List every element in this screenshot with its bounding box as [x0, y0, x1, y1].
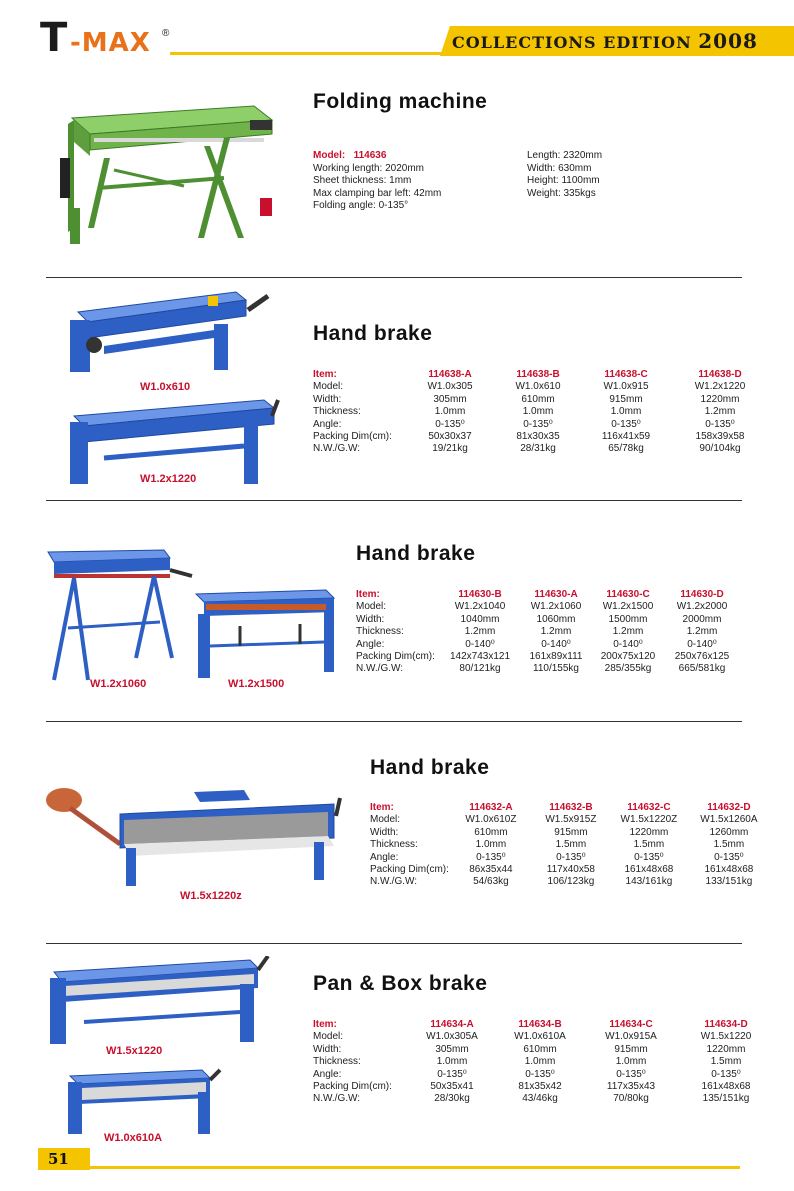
spec-row	[370, 814, 769, 826]
hand-brake-caption-1: W1.0x610	[140, 381, 191, 393]
spec-value: 1260mm	[709, 826, 749, 838]
spec-value: 161x48x68	[624, 864, 674, 876]
pan-box-caption-2: W1.0x610A	[104, 1132, 163, 1144]
spec-value: 0-135⁰	[711, 1068, 741, 1080]
pan-box-brake-large-image	[44, 956, 274, 1046]
spec-value: 1.5mm	[713, 839, 745, 851]
pan-box-spec-table	[313, 1019, 773, 1106]
spec-label: Width:	[313, 393, 342, 405]
spec-value: 250x76x125	[674, 651, 730, 663]
spec-value: 80/121kg	[459, 663, 501, 675]
logo-initial: T	[40, 15, 68, 61]
spec-value: 114634-A	[430, 1019, 474, 1030]
spec-value: W1.0x610A	[514, 1031, 566, 1043]
spec-label: N.W./G.W:	[313, 443, 361, 455]
spec-label: N.W./G.W:	[313, 1093, 361, 1105]
spec-value: 0-140⁰	[465, 638, 495, 650]
spec-value: 43/46kg	[522, 1093, 558, 1105]
spec-row	[370, 852, 769, 864]
spec-value: 1.2mm	[686, 626, 718, 638]
spec-row	[313, 1056, 773, 1068]
spec-value: 114632-B	[549, 802, 593, 813]
spec-value: 665/581kg	[678, 663, 726, 675]
spec-value: 142x743x121	[449, 651, 511, 663]
spec-row	[313, 1081, 773, 1093]
spec-header-row	[370, 802, 769, 814]
hand-brake-spec-table-3	[370, 802, 769, 889]
spec-value: 0-135⁰	[525, 1068, 555, 1080]
spec-value: 1.0mm	[436, 1056, 468, 1068]
model-line	[313, 150, 513, 163]
section-divider	[46, 721, 742, 722]
spec-label: N.W./G.W:	[370, 876, 418, 888]
spec-label: Angle:	[356, 638, 385, 650]
spec-value: 114634-D	[704, 1019, 748, 1030]
spec-line: Max clamping bar left: 42mm	[313, 187, 442, 199]
pan-box-caption-1: W1.5x1220	[106, 1045, 163, 1057]
spec-value: W1.5x1260A	[700, 814, 758, 826]
registered-mark: ®	[162, 28, 170, 39]
folding-machine-specs-left	[313, 150, 513, 213]
spec-value: 1.2mm	[612, 626, 644, 638]
spec-row	[356, 651, 742, 663]
spec-value: 2000mm	[682, 613, 722, 625]
spec-value: 1220mm	[700, 393, 740, 405]
hand-brake-title-3: Hand brake	[370, 756, 490, 779]
spec-value: 90/104kg	[699, 443, 741, 455]
spec-value: 114632-C	[627, 802, 671, 813]
spec-line: Height: 1100mm	[527, 175, 600, 186]
spec-label: Thickness:	[313, 406, 361, 418]
spec-line: Length: 2320mm	[527, 150, 603, 161]
hand-brake-caption-2: W1.2x1220	[140, 473, 197, 485]
spec-value: 915mm	[609, 393, 643, 405]
spec-label: Angle:	[313, 418, 342, 430]
spec-value: W1.5x1220	[700, 1031, 752, 1043]
spec-row	[313, 419, 769, 431]
page-number: 51	[48, 1150, 69, 1168]
spec-value: 1.0mm	[475, 839, 507, 851]
spec-row	[356, 663, 742, 675]
spec-value: 116x41x59	[601, 431, 651, 443]
spec-value: 0-135⁰	[705, 418, 735, 430]
spec-label: Item:	[370, 802, 394, 813]
spec-label: Model:	[313, 1031, 344, 1043]
spec-line: Weight: 335kgs	[527, 187, 596, 199]
edition-text: COLLECTIONS EDITION	[452, 33, 692, 52]
spec-value: 915mm	[554, 826, 588, 838]
spec-value: 1.5mm	[710, 1056, 742, 1068]
spec-line: Working length: 2020mm	[313, 162, 424, 174]
spec-label: Model:	[370, 814, 401, 826]
spec-row	[313, 1093, 773, 1105]
spec-value: 1040mm	[460, 613, 500, 625]
edition-label	[452, 29, 758, 53]
spec-value: 70/80kg	[613, 1093, 649, 1105]
spec-label: Thickness:	[313, 1056, 361, 1068]
spec-value: 19/21kg	[432, 443, 468, 455]
spec-row	[313, 406, 769, 418]
spec-value: 114630-A	[534, 589, 578, 600]
spec-value: 114630-C	[606, 589, 650, 600]
folding-machine-image	[54, 98, 280, 248]
spec-value: 161x89x111	[529, 651, 583, 663]
spec-value: 915mm	[614, 1043, 648, 1055]
spec-value: W1.0x915	[603, 381, 649, 393]
spec-value: 114634-C	[609, 1019, 653, 1030]
logo-text: -MAX	[70, 28, 151, 58]
spec-value: 161x48x68	[701, 1081, 751, 1093]
spec-value: 305mm	[433, 393, 467, 405]
spec-label: Model:	[313, 381, 344, 393]
spec-value: 143/161kg	[625, 876, 673, 888]
spec-value: 1.0mm	[434, 406, 466, 418]
spec-value: 1.2mm	[704, 406, 736, 418]
spec-value: 1.5mm	[633, 839, 665, 851]
spec-value: 610mm	[474, 826, 508, 838]
spec-value: 0-140⁰	[541, 638, 571, 650]
spec-label: N.W./G.W:	[356, 663, 404, 675]
spec-value: 133/151kg	[705, 876, 753, 888]
spec-value: 610mm	[521, 393, 555, 405]
spec-header-row	[313, 369, 769, 381]
spec-value: 1060mm	[536, 613, 576, 625]
footer-rule	[90, 1166, 740, 1169]
spec-value: 0-135⁰	[437, 1068, 467, 1080]
spec-value: 305mm	[435, 1043, 469, 1055]
spec-value: 0-135⁰	[616, 1068, 646, 1080]
spec-value: 135/151kg	[702, 1093, 750, 1105]
hand-brake-title-1: Hand brake	[313, 322, 433, 345]
spec-label: Angle:	[370, 851, 399, 863]
hand-brake-spec-table-1	[313, 369, 769, 456]
spec-value: 86x35x44	[469, 864, 513, 876]
spec-value: 0-135⁰	[611, 418, 641, 430]
spec-row	[313, 381, 769, 393]
header-rule	[170, 52, 450, 55]
spec-value: W1.2x1060	[530, 601, 582, 613]
spec-label: Item:	[356, 589, 380, 600]
spec-value: 610mm	[523, 1043, 557, 1055]
spec-value: 1.0mm	[610, 406, 642, 418]
folding-machine-specs-right	[527, 150, 687, 200]
spec-value: 28/30kg	[434, 1093, 470, 1105]
spec-value: 1500mm	[608, 613, 648, 625]
spec-value: W1.0x305A	[426, 1031, 478, 1043]
spec-value: W1.2x2000	[676, 601, 728, 613]
spec-value: 110/155kg	[533, 663, 579, 675]
spec-value: 28/31kg	[520, 443, 556, 455]
spec-row	[370, 839, 769, 851]
spec-value: 50x35x41	[430, 1081, 474, 1093]
section-divider	[46, 500, 742, 501]
spec-value: 200x75x120	[600, 651, 656, 663]
model-label: Model:	[313, 150, 346, 161]
spec-line: Folding angle: 0-135°	[313, 200, 409, 211]
spec-value: 114632-D	[707, 802, 751, 813]
spec-label: Packing Dim(cm):	[313, 431, 392, 443]
hand-brake-bench-image	[190, 586, 340, 680]
spec-value: 158x39x58	[695, 431, 745, 443]
spec-value: 117x40x58	[546, 864, 595, 876]
spec-label: Item:	[313, 369, 337, 380]
spec-label: Packing Dim(cm):	[313, 1081, 392, 1093]
spec-value: 1.0mm	[615, 1056, 647, 1068]
spec-value: W1.0x610	[515, 381, 561, 393]
spec-value: 114638-A	[428, 369, 472, 380]
spec-line: Sheet thickness: 1mm	[313, 175, 412, 186]
spec-label: Angle:	[313, 1068, 342, 1080]
spec-row	[313, 431, 769, 443]
spec-value: 1.0mm	[524, 1056, 556, 1068]
spec-value: W1.2x1500	[602, 601, 654, 613]
hand-brake-caption-4: W1.2x1500	[228, 678, 285, 690]
spec-value: 161x48x68	[704, 864, 754, 876]
spec-value: 0-140⁰	[613, 638, 643, 650]
spec-value: 114634-B	[518, 1019, 562, 1030]
spec-row	[356, 639, 742, 651]
hand-brake-caption-3: W1.2x1060	[90, 678, 147, 690]
hand-brake-small-image	[64, 290, 284, 375]
spec-value: W1.0x305	[427, 381, 473, 393]
brand-logo	[40, 15, 170, 61]
spec-value: 65/78kg	[608, 443, 644, 455]
pan-box-brake-title: Pan & Box brake	[313, 972, 488, 995]
spec-value: 81x30x35	[516, 431, 560, 443]
spec-value: 114638-B	[516, 369, 560, 380]
spec-label: Item:	[313, 1019, 337, 1030]
spec-label: Packing Dim(cm):	[356, 651, 435, 663]
spec-value: 1.2mm	[540, 626, 572, 638]
spec-value: 285/355kg	[604, 663, 652, 675]
edition-year: 2008	[698, 29, 758, 53]
spec-value: 0-135⁰	[435, 418, 465, 430]
spec-value: 1220mm	[629, 826, 669, 838]
hand-brake-stand-image	[44, 548, 194, 684]
spec-row	[313, 443, 769, 455]
spec-value: 1.5mm	[555, 839, 587, 851]
spec-value: 1.0mm	[522, 406, 554, 418]
spec-value: 1.2mm	[464, 626, 496, 638]
spec-value: 114630-B	[458, 589, 502, 600]
spec-header-row	[356, 589, 742, 601]
section-divider	[46, 277, 742, 278]
model-value: 114636	[353, 150, 387, 161]
spec-value: 114638-D	[698, 369, 742, 380]
hand-brake-counterweight-image	[44, 786, 344, 888]
spec-value: 114630-D	[680, 589, 724, 600]
page-number-box	[38, 1148, 90, 1170]
hand-brake-caption-5: W1.5x1220z	[180, 890, 242, 902]
spec-row	[313, 1069, 773, 1081]
spec-value: W1.5x915Z	[545, 814, 597, 826]
hand-brake-title-2: Hand brake	[356, 542, 476, 565]
spec-value: 0-135⁰	[634, 851, 664, 863]
spec-row	[370, 876, 769, 888]
spec-value: 117x35x43	[606, 1081, 656, 1093]
spec-value: W1.0x610Z	[465, 814, 517, 826]
folding-machine-title: Folding machine	[313, 90, 488, 113]
spec-value: W1.0x915A	[605, 1031, 657, 1043]
spec-label: Width:	[370, 826, 399, 838]
spec-line: Width: 630mm	[527, 162, 592, 174]
spec-value: 81x35x42	[518, 1081, 562, 1093]
spec-row	[356, 626, 742, 638]
spec-value: 0-135⁰	[476, 851, 506, 863]
spec-row	[313, 1044, 773, 1056]
spec-row	[370, 827, 769, 839]
spec-value: 0-135⁰	[556, 851, 586, 863]
spec-row	[313, 1031, 773, 1043]
spec-label: Thickness:	[370, 839, 418, 851]
spec-value: 114638-C	[604, 369, 648, 380]
spec-value: 114632-A	[469, 802, 513, 813]
spec-value: W1.5x1220Z	[620, 814, 678, 826]
spec-label: Width:	[356, 613, 385, 625]
spec-value: W1.2x1220	[694, 381, 746, 393]
spec-value: 0-140⁰	[687, 638, 717, 650]
spec-label: Width:	[313, 1043, 342, 1055]
spec-row	[313, 394, 769, 406]
spec-label: Model:	[356, 601, 387, 613]
section-divider	[46, 943, 742, 944]
spec-row	[356, 601, 742, 613]
hand-brake-spec-table-2	[356, 589, 742, 676]
spec-value: W1.2x1040	[454, 601, 506, 613]
spec-header-row	[313, 1019, 773, 1031]
spec-value: 0-135⁰	[714, 851, 744, 863]
spec-value: 1220mm	[706, 1043, 746, 1055]
spec-value: 0-135⁰	[523, 418, 553, 430]
spec-row	[370, 864, 769, 876]
pan-box-brake-small-image	[62, 1068, 222, 1138]
spec-value: 54/63kg	[473, 876, 509, 888]
spec-label: Thickness:	[356, 626, 404, 638]
spec-value: 106/123kg	[547, 876, 595, 888]
spec-value: 50x30x37	[428, 431, 472, 443]
spec-label: Packing Dim(cm):	[370, 864, 449, 876]
spec-row	[356, 614, 742, 626]
